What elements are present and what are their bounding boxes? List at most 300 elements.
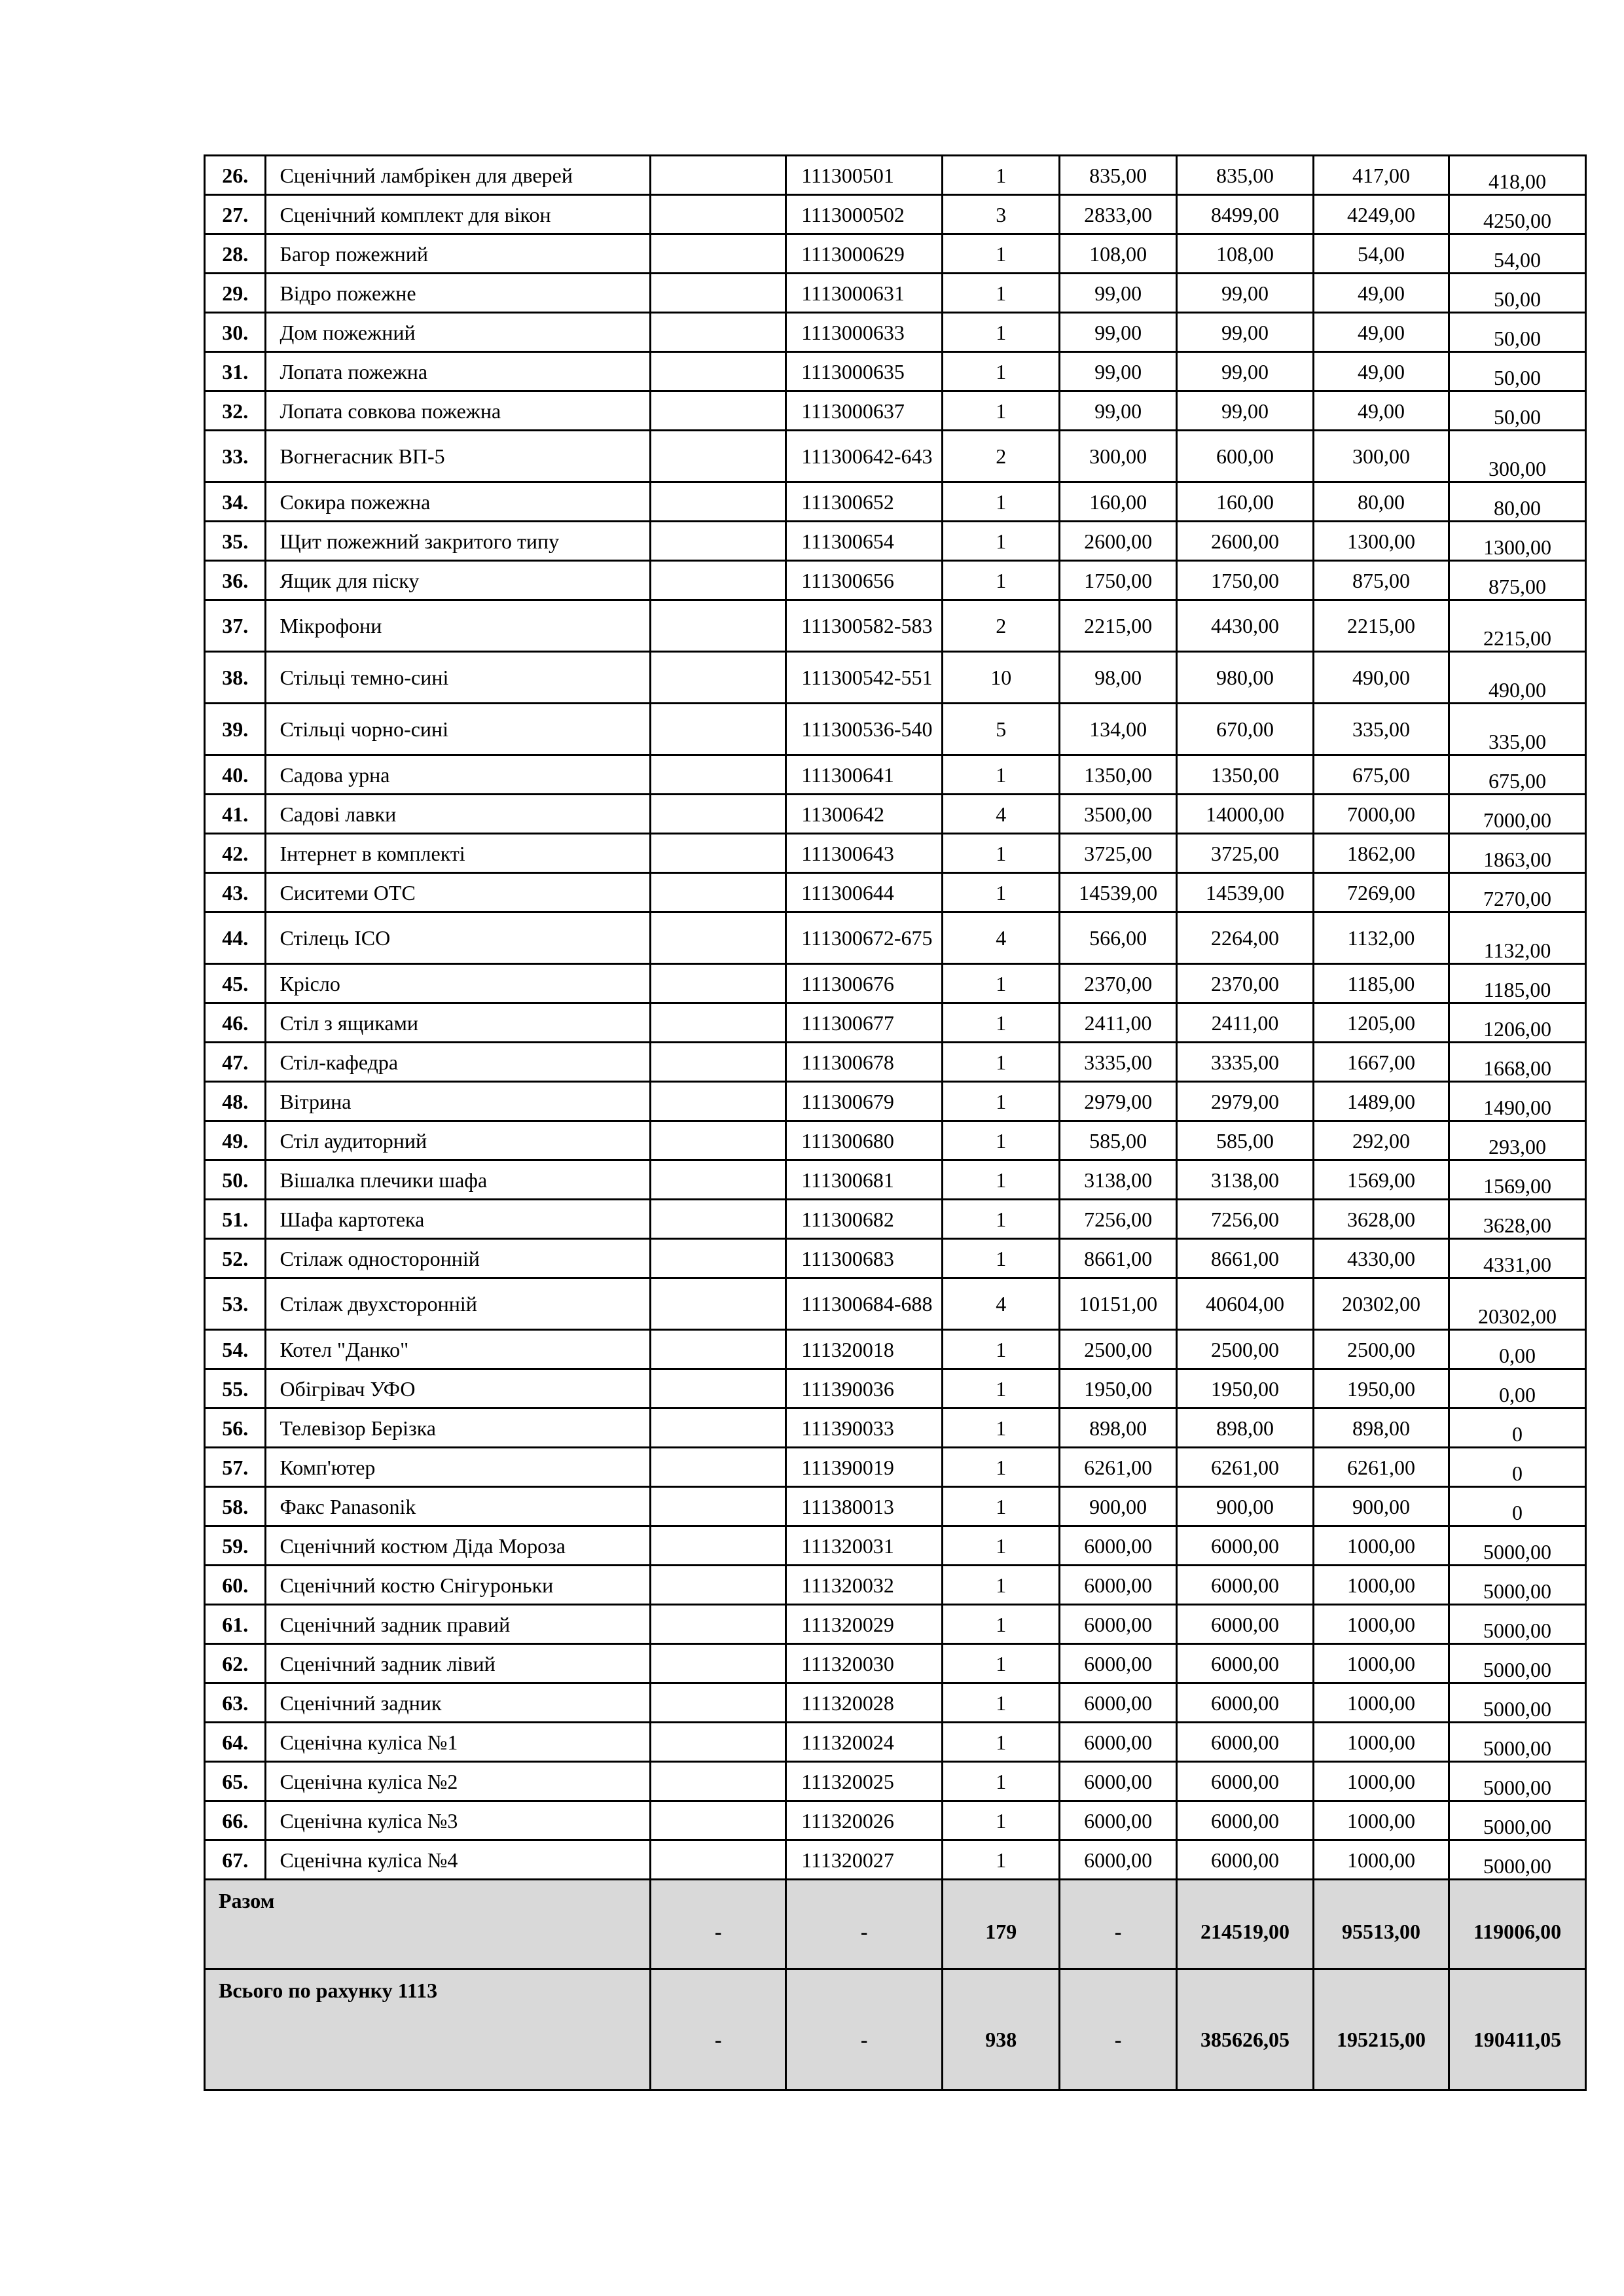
blank-cell xyxy=(651,873,786,912)
depreciation: 1569,00 xyxy=(1313,1160,1449,1200)
quantity: 1 xyxy=(943,1526,1060,1566)
total-value: 6000,00 xyxy=(1177,1723,1314,1762)
unit-price: 99,00 xyxy=(1060,352,1177,391)
item-name: Сценічна куліса №2 xyxy=(266,1762,651,1801)
table-row xyxy=(205,1160,1586,1200)
inventory-code: 111380013 xyxy=(786,1487,943,1526)
row-number: 61. xyxy=(205,1605,266,1644)
blank-cell xyxy=(651,1840,786,1880)
inventory-code: 111300642-643 xyxy=(786,431,943,482)
residual-value: 7000,00 xyxy=(1449,795,1585,834)
quantity: 1 xyxy=(943,1369,1060,1408)
unit-price: 3138,00 xyxy=(1060,1160,1177,1200)
row-number: 46. xyxy=(205,1003,266,1043)
blank-cell xyxy=(651,1644,786,1683)
row-number: 47. xyxy=(205,1043,266,1082)
inventory-code: 111300582-583 xyxy=(786,600,943,652)
row-number: 42. xyxy=(205,834,266,873)
quantity: 4 xyxy=(943,912,1060,964)
table-row xyxy=(205,1239,1586,1278)
blank-cell xyxy=(651,234,786,274)
table-row xyxy=(205,313,1586,352)
row-number: 65. xyxy=(205,1762,266,1801)
table-row xyxy=(205,1408,1586,1448)
unit-price: 2411,00 xyxy=(1060,1003,1177,1043)
inventory-code: 111300644 xyxy=(786,873,943,912)
table-row xyxy=(205,1082,1586,1121)
item-name: Лопата совкова пожежна xyxy=(266,391,651,431)
table-row xyxy=(205,1723,1586,1762)
row-number: 34. xyxy=(205,482,266,522)
table-row xyxy=(205,561,1586,600)
total-value: 6000,00 xyxy=(1177,1840,1314,1880)
unit-price: 10151,00 xyxy=(1060,1278,1177,1330)
residual-value: 0 xyxy=(1449,1448,1585,1487)
subtotal-c4: - xyxy=(786,1880,943,1969)
item-name: Шафа картотека xyxy=(266,1200,651,1239)
depreciation: 900,00 xyxy=(1313,1487,1449,1526)
blank-cell xyxy=(651,1762,786,1801)
quantity: 1 xyxy=(943,156,1060,195)
inventory-code: 111320027 xyxy=(786,1840,943,1880)
blank-cell xyxy=(651,1082,786,1121)
residual-value: 5000,00 xyxy=(1449,1683,1585,1723)
depreciation: 3628,00 xyxy=(1313,1200,1449,1239)
residual-value: 5000,00 xyxy=(1449,1840,1585,1880)
unit-price: 108,00 xyxy=(1060,234,1177,274)
item-name: Сценічна куліса №4 xyxy=(266,1840,651,1880)
residual-value: 1490,00 xyxy=(1449,1082,1585,1121)
table-row xyxy=(205,1566,1586,1605)
total-value: 2500,00 xyxy=(1177,1330,1314,1369)
table-row xyxy=(205,391,1586,431)
item-name: Стіл аудиторний xyxy=(266,1121,651,1160)
account-total-wear: 195215,00 xyxy=(1313,1969,1449,2090)
unit-price: 6000,00 xyxy=(1060,1840,1177,1880)
item-name: Мікрофони xyxy=(266,600,651,652)
table-row xyxy=(205,1200,1586,1239)
total-value: 14000,00 xyxy=(1177,795,1314,834)
depreciation: 1000,00 xyxy=(1313,1644,1449,1683)
residual-value: 50,00 xyxy=(1449,313,1585,352)
unit-price: 2215,00 xyxy=(1060,600,1177,652)
depreciation: 6261,00 xyxy=(1313,1448,1449,1487)
table-row xyxy=(205,1003,1586,1043)
residual-value: 80,00 xyxy=(1449,482,1585,522)
total-value: 6000,00 xyxy=(1177,1762,1314,1801)
residual-value: 0 xyxy=(1449,1408,1585,1448)
total-value: 108,00 xyxy=(1177,234,1314,274)
item-name: Сокира пожежна xyxy=(266,482,651,522)
inventory-code: 111320030 xyxy=(786,1644,943,1683)
row-number: 66. xyxy=(205,1801,266,1840)
table-row xyxy=(205,1526,1586,1566)
inventory-code: 1113000637 xyxy=(786,391,943,431)
table-row xyxy=(205,834,1586,873)
row-number: 43. xyxy=(205,873,266,912)
item-name: Стілаж односторонній xyxy=(266,1239,651,1278)
table-row xyxy=(205,795,1586,834)
total-value: 8499,00 xyxy=(1177,195,1314,234)
inventory-code: 111390036 xyxy=(786,1369,943,1408)
table-row xyxy=(205,431,1586,482)
quantity: 1 xyxy=(943,1200,1060,1239)
row-number: 53. xyxy=(205,1278,266,1330)
quantity: 1 xyxy=(943,1003,1060,1043)
quantity: 10 xyxy=(943,652,1060,704)
blank-cell xyxy=(651,195,786,234)
item-name: Вітрина xyxy=(266,1082,651,1121)
inventory-code: 111300683 xyxy=(786,1239,943,1278)
depreciation: 1132,00 xyxy=(1313,912,1449,964)
residual-value: 50,00 xyxy=(1449,274,1585,313)
depreciation: 1667,00 xyxy=(1313,1043,1449,1082)
total-value: 2411,00 xyxy=(1177,1003,1314,1043)
table-row xyxy=(205,1043,1586,1082)
unit-price: 1350,00 xyxy=(1060,755,1177,795)
depreciation: 49,00 xyxy=(1313,313,1449,352)
item-name: Щит пожежний закритого типу xyxy=(266,522,651,561)
unit-price: 6000,00 xyxy=(1060,1566,1177,1605)
blank-cell xyxy=(651,156,786,195)
residual-value: 3628,00 xyxy=(1449,1200,1585,1239)
unit-price: 6000,00 xyxy=(1060,1723,1177,1762)
table-row xyxy=(205,652,1586,704)
blank-cell xyxy=(651,1408,786,1448)
item-name: Садові лавки xyxy=(266,795,651,834)
unit-price: 6000,00 xyxy=(1060,1526,1177,1566)
blank-cell xyxy=(651,1200,786,1239)
blank-cell xyxy=(651,431,786,482)
residual-value: 293,00 xyxy=(1449,1121,1585,1160)
quantity: 1 xyxy=(943,1566,1060,1605)
unit-price: 1750,00 xyxy=(1060,561,1177,600)
item-name: Дом пожежний xyxy=(266,313,651,352)
depreciation: 1000,00 xyxy=(1313,1801,1449,1840)
total-value: 8661,00 xyxy=(1177,1239,1314,1278)
unit-price: 2833,00 xyxy=(1060,195,1177,234)
item-name: Стіл з ящиками xyxy=(266,1003,651,1043)
item-name: Вішалка плечики шафа xyxy=(266,1160,651,1200)
depreciation: 2215,00 xyxy=(1313,600,1449,652)
quantity: 1 xyxy=(943,834,1060,873)
row-number: 37. xyxy=(205,600,266,652)
quantity: 1 xyxy=(943,1160,1060,1200)
residual-value: 5000,00 xyxy=(1449,1605,1585,1644)
table-row xyxy=(205,1683,1586,1723)
total-value: 1750,00 xyxy=(1177,561,1314,600)
blank-cell xyxy=(651,1526,786,1566)
residual-value: 5000,00 xyxy=(1449,1723,1585,1762)
quantity: 1 xyxy=(943,964,1060,1003)
depreciation: 1000,00 xyxy=(1313,1526,1449,1566)
residual-value: 418,00 xyxy=(1449,156,1585,195)
blank-cell xyxy=(651,600,786,652)
item-name: Сценічна куліса №3 xyxy=(266,1801,651,1840)
account-total-price: - xyxy=(1060,1969,1177,2090)
item-name: Стіл-кафедра xyxy=(266,1043,651,1082)
total-value: 1350,00 xyxy=(1177,755,1314,795)
row-number: 60. xyxy=(205,1566,266,1605)
blank-cell xyxy=(651,1801,786,1840)
unit-price: 898,00 xyxy=(1060,1408,1177,1448)
residual-value: 4331,00 xyxy=(1449,1239,1585,1278)
table-row xyxy=(205,482,1586,522)
table-row xyxy=(205,964,1586,1003)
inventory-code: 111390019 xyxy=(786,1448,943,1487)
residual-value: 1863,00 xyxy=(1449,834,1585,873)
blank-cell xyxy=(651,274,786,313)
depreciation: 675,00 xyxy=(1313,755,1449,795)
row-number: 64. xyxy=(205,1723,266,1762)
inventory-code: 111320026 xyxy=(786,1801,943,1840)
unit-price: 6000,00 xyxy=(1060,1683,1177,1723)
row-number: 55. xyxy=(205,1369,266,1408)
quantity: 1 xyxy=(943,1239,1060,1278)
table-row xyxy=(205,1121,1586,1160)
subtotal-c3: - xyxy=(651,1880,786,1969)
unit-price: 2600,00 xyxy=(1060,522,1177,561)
unit-price: 99,00 xyxy=(1060,391,1177,431)
table-row xyxy=(205,1487,1586,1526)
row-number: 63. xyxy=(205,1683,266,1723)
total-value: 1950,00 xyxy=(1177,1369,1314,1408)
account-total-c4: - xyxy=(786,1969,943,2090)
quantity: 1 xyxy=(943,1605,1060,1644)
total-value: 99,00 xyxy=(1177,391,1314,431)
row-number: 48. xyxy=(205,1082,266,1121)
total-value: 99,00 xyxy=(1177,274,1314,313)
quantity: 1 xyxy=(943,1487,1060,1526)
inventory-code: 111300643 xyxy=(786,834,943,873)
unit-price: 3335,00 xyxy=(1060,1043,1177,1082)
table-row xyxy=(205,1330,1586,1369)
item-name: Обігрівач УФО xyxy=(266,1369,651,1408)
table-row xyxy=(205,1278,1586,1330)
item-name: Сценічний костюм Діда Мороза xyxy=(266,1526,651,1566)
blank-cell xyxy=(651,652,786,704)
inventory-code: 1113000631 xyxy=(786,274,943,313)
total-value: 3725,00 xyxy=(1177,834,1314,873)
row-number: 54. xyxy=(205,1330,266,1369)
residual-value: 300,00 xyxy=(1449,431,1585,482)
row-number: 57. xyxy=(205,1448,266,1487)
blank-cell xyxy=(651,1566,786,1605)
table-row xyxy=(205,1448,1586,1487)
depreciation: 1000,00 xyxy=(1313,1840,1449,1880)
inventory-code: 111320018 xyxy=(786,1330,943,1369)
row-number: 58. xyxy=(205,1487,266,1526)
quantity: 1 xyxy=(943,1330,1060,1369)
residual-value: 2215,00 xyxy=(1449,600,1585,652)
blank-cell xyxy=(651,1369,786,1408)
inventory-code: 111300654 xyxy=(786,522,943,561)
blank-cell xyxy=(651,834,786,873)
unit-price: 6000,00 xyxy=(1060,1801,1177,1840)
item-name: Факс Panasonik xyxy=(266,1487,651,1526)
item-name: Відро пожежне xyxy=(266,274,651,313)
subtotal-wear: 95513,00 xyxy=(1313,1880,1449,1969)
item-name: Комп'ютер xyxy=(266,1448,651,1487)
row-number: 67. xyxy=(205,1840,266,1880)
depreciation: 1185,00 xyxy=(1313,964,1449,1003)
blank-cell xyxy=(651,912,786,964)
row-number: 30. xyxy=(205,313,266,352)
quantity: 1 xyxy=(943,313,1060,352)
depreciation: 1862,00 xyxy=(1313,834,1449,873)
row-number: 27. xyxy=(205,195,266,234)
inventory-code: 111300676 xyxy=(786,964,943,1003)
residual-value: 20302,00 xyxy=(1449,1278,1585,1330)
inventory-code: 11300642 xyxy=(786,795,943,834)
inventory-code: 1113000502 xyxy=(786,195,943,234)
inventory-code: 111300536-540 xyxy=(786,704,943,755)
depreciation: 7000,00 xyxy=(1313,795,1449,834)
item-name: Стілаж двухсторонній xyxy=(266,1278,651,1330)
table-row xyxy=(205,600,1586,652)
item-name: Стілець ІСО xyxy=(266,912,651,964)
total-value: 2264,00 xyxy=(1177,912,1314,964)
row-number: 40. xyxy=(205,755,266,795)
blank-cell xyxy=(651,522,786,561)
row-number: 59. xyxy=(205,1526,266,1566)
subtotal-price: - xyxy=(1060,1880,1177,1969)
row-number: 41. xyxy=(205,795,266,834)
blank-cell xyxy=(651,1278,786,1330)
row-number: 50. xyxy=(205,1160,266,1200)
quantity: 1 xyxy=(943,352,1060,391)
inventory-code: 111300681 xyxy=(786,1160,943,1200)
quantity: 4 xyxy=(943,795,1060,834)
total-value: 40604,00 xyxy=(1177,1278,1314,1330)
row-number: 62. xyxy=(205,1644,266,1683)
total-value: 2600,00 xyxy=(1177,522,1314,561)
inventory-code: 111320024 xyxy=(786,1723,943,1762)
item-name: Багор пожежний xyxy=(266,234,651,274)
unit-price: 3500,00 xyxy=(1060,795,1177,834)
total-value: 835,00 xyxy=(1177,156,1314,195)
table-row xyxy=(205,873,1586,912)
total-value: 2370,00 xyxy=(1177,964,1314,1003)
residual-value: 875,00 xyxy=(1449,561,1585,600)
blank-cell xyxy=(651,1160,786,1200)
total-value: 6000,00 xyxy=(1177,1605,1314,1644)
account-total-rest: 190411,05 xyxy=(1449,1969,1585,2090)
total-value: 980,00 xyxy=(1177,652,1314,704)
residual-value: 5000,00 xyxy=(1449,1801,1585,1840)
residual-value: 0,00 xyxy=(1449,1369,1585,1408)
residual-value: 5000,00 xyxy=(1449,1644,1585,1683)
total-value: 6000,00 xyxy=(1177,1801,1314,1840)
blank-cell xyxy=(651,1330,786,1369)
depreciation: 417,00 xyxy=(1313,156,1449,195)
row-number: 44. xyxy=(205,912,266,964)
residual-value: 0,00 xyxy=(1449,1330,1585,1369)
item-name: Сценічний комплект для вікон xyxy=(266,195,651,234)
quantity: 1 xyxy=(943,1683,1060,1723)
inventory-code: 111320028 xyxy=(786,1683,943,1723)
total-value: 6000,00 xyxy=(1177,1683,1314,1723)
total-value: 6000,00 xyxy=(1177,1644,1314,1683)
blank-cell xyxy=(651,704,786,755)
total-value: 6261,00 xyxy=(1177,1448,1314,1487)
quantity: 1 xyxy=(943,1801,1060,1840)
inventory-code: 111300677 xyxy=(786,1003,943,1043)
table-row xyxy=(205,912,1586,964)
blank-cell xyxy=(651,561,786,600)
inventory-code: 111300501 xyxy=(786,156,943,195)
depreciation: 1205,00 xyxy=(1313,1003,1449,1043)
blank-cell xyxy=(651,313,786,352)
quantity: 3 xyxy=(943,195,1060,234)
blank-cell xyxy=(651,391,786,431)
blank-cell xyxy=(651,482,786,522)
inventory-table-body xyxy=(205,156,1586,2090)
unit-price: 3725,00 xyxy=(1060,834,1177,873)
residual-value: 1569,00 xyxy=(1449,1160,1585,1200)
blank-cell xyxy=(651,1003,786,1043)
item-name: Сценічна куліса №1 xyxy=(266,1723,651,1762)
total-value: 898,00 xyxy=(1177,1408,1314,1448)
depreciation: 335,00 xyxy=(1313,704,1449,755)
item-name: Крісло xyxy=(266,964,651,1003)
blank-cell xyxy=(651,1448,786,1487)
item-name: Сценічний задник xyxy=(266,1683,651,1723)
account-total-sum: 385626,05 xyxy=(1177,1969,1314,2090)
unit-price: 566,00 xyxy=(1060,912,1177,964)
item-name: Сценічний ламбрікен для дверей xyxy=(266,156,651,195)
depreciation: 1000,00 xyxy=(1313,1605,1449,1644)
item-name: Стільці темно-сині xyxy=(266,652,651,704)
depreciation: 49,00 xyxy=(1313,391,1449,431)
depreciation: 898,00 xyxy=(1313,1408,1449,1448)
quantity: 1 xyxy=(943,755,1060,795)
residual-value: 1668,00 xyxy=(1449,1043,1585,1082)
quantity: 1 xyxy=(943,1644,1060,1683)
total-value: 600,00 xyxy=(1177,431,1314,482)
table-row xyxy=(205,234,1586,274)
table-row xyxy=(205,1762,1586,1801)
residual-value: 335,00 xyxy=(1449,704,1585,755)
row-number: 56. xyxy=(205,1408,266,1448)
item-name: Лопата пожежна xyxy=(266,352,651,391)
quantity: 1 xyxy=(943,1448,1060,1487)
depreciation: 1000,00 xyxy=(1313,1683,1449,1723)
blank-cell xyxy=(651,1043,786,1082)
inventory-table xyxy=(204,154,1587,2091)
total-value: 6000,00 xyxy=(1177,1526,1314,1566)
quantity: 1 xyxy=(943,482,1060,522)
row-number: 52. xyxy=(205,1239,266,1278)
quantity: 1 xyxy=(943,391,1060,431)
quantity: 1 xyxy=(943,234,1060,274)
unit-price: 900,00 xyxy=(1060,1487,1177,1526)
residual-value: 54,00 xyxy=(1449,234,1585,274)
subtotal-rest: 119006,00 xyxy=(1449,1880,1585,1969)
row-number: 28. xyxy=(205,234,266,274)
unit-price: 6000,00 xyxy=(1060,1605,1177,1644)
table-row xyxy=(205,522,1586,561)
blank-cell xyxy=(651,755,786,795)
total-value: 160,00 xyxy=(1177,482,1314,522)
row-number: 35. xyxy=(205,522,266,561)
unit-price: 300,00 xyxy=(1060,431,1177,482)
item-name: Сценічний задник лівий xyxy=(266,1644,651,1683)
quantity: 5 xyxy=(943,704,1060,755)
quantity: 4 xyxy=(943,1278,1060,1330)
item-name: Сценічний задник правий xyxy=(266,1605,651,1644)
account-total-label: Всього по рахунку 1113 xyxy=(205,1969,651,2090)
